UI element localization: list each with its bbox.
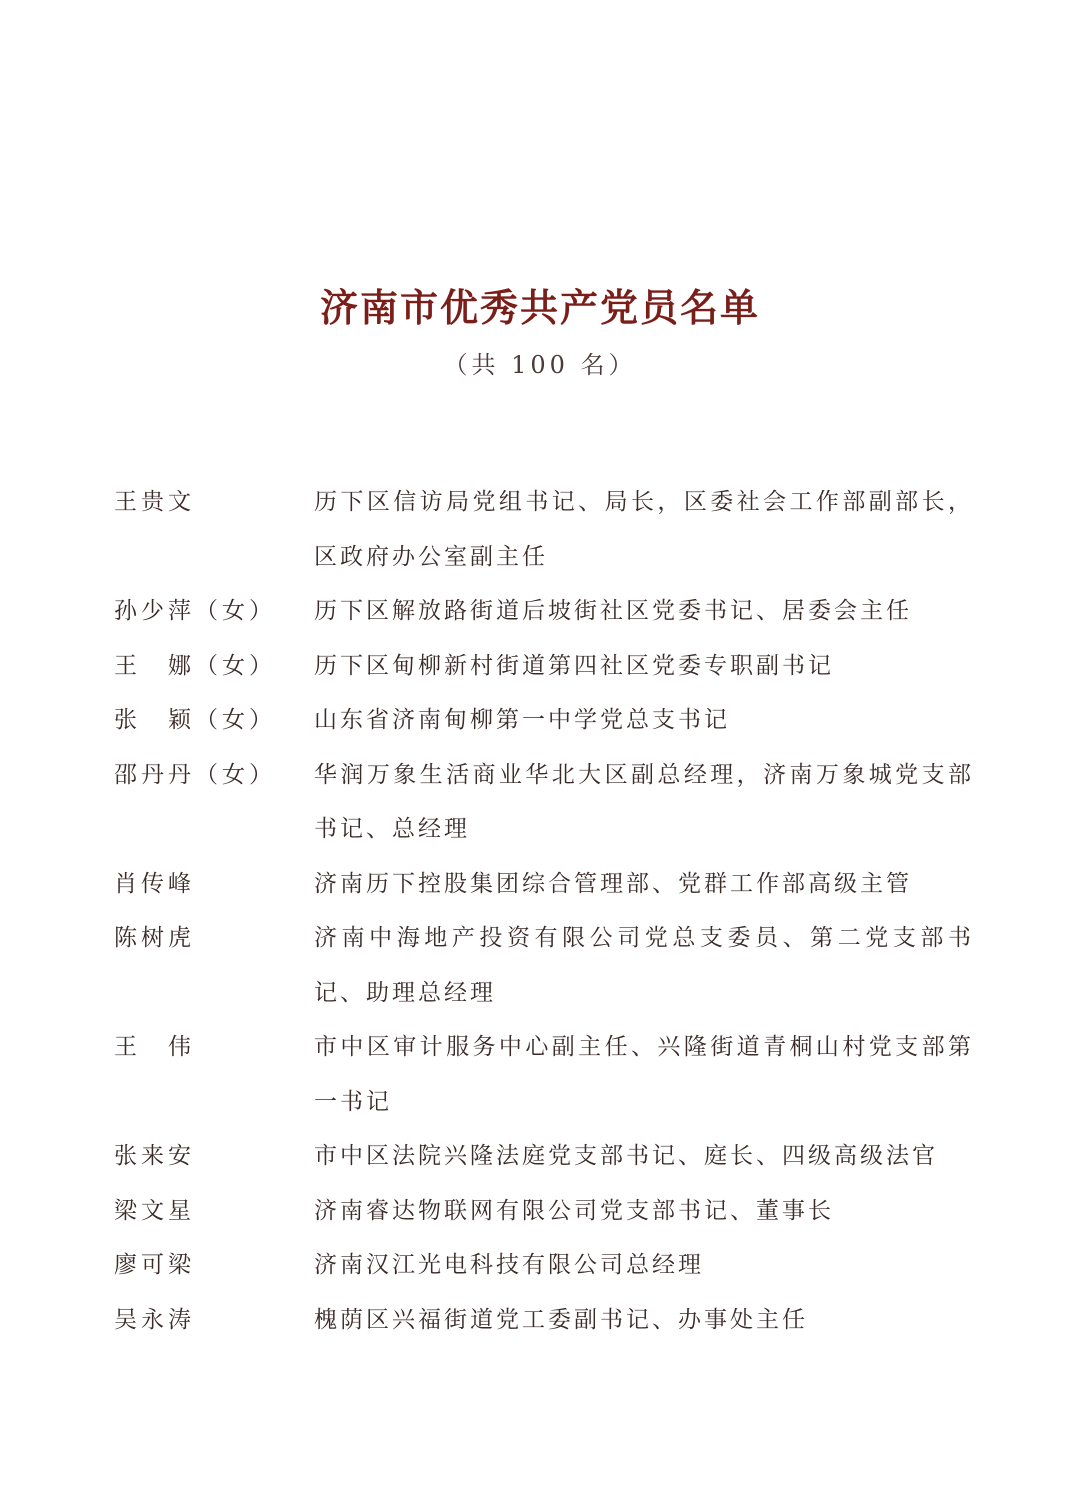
list-item xyxy=(114,1020,974,1129)
member-name: 廖可梁 xyxy=(114,1252,195,1278)
member-name: 孙少萍（女） xyxy=(114,598,276,624)
document-title: 济南市优秀共产党员名单 xyxy=(319,285,760,330)
member-position: 济南中海地产投资有限公司党总支委员、第二党支部书记、助理总经理 xyxy=(314,925,974,1006)
list-item xyxy=(114,911,974,1020)
list-item xyxy=(114,639,974,694)
member-name: 邵丹丹（女） xyxy=(114,761,276,788)
list-item xyxy=(114,693,974,748)
list-item xyxy=(114,1293,974,1348)
list-item xyxy=(114,584,974,639)
member-name: 王贵文 xyxy=(114,489,195,515)
member-position: 市中区法院兴隆法庭党支部书记、庭长、四级高级法官 xyxy=(314,1143,938,1169)
member-position: 山东省济南甸柳第一中学党总支书记 xyxy=(314,707,730,733)
member-position: 华润万象生活商业华北大区副总经理，济南万象城党支部书记、总经理 xyxy=(314,761,974,842)
member-name: 肖传峰 xyxy=(114,870,195,897)
member-name: 陈树虎 xyxy=(114,925,195,951)
member-name: 张来安 xyxy=(114,1143,195,1169)
member-position: 历下区甸柳新村街道第四社区党委专职副书记 xyxy=(314,652,834,679)
member-name: 吴永涛 xyxy=(114,1306,195,1333)
list-item xyxy=(114,857,974,912)
list-item xyxy=(114,475,974,584)
member-name: 梁文星 xyxy=(114,1197,195,1224)
member-name: 张 颖（女） xyxy=(114,707,276,733)
member-position: 历下区解放路街道后坡街社区党委书记、居委会主任 xyxy=(314,598,912,624)
member-position: 济南睿达物联网有限公司党支部书记、董事长 xyxy=(314,1197,834,1224)
member-name: 王 伟 xyxy=(114,1034,195,1060)
member-position: 槐荫区兴福街道党工委副书记、办事处主任 xyxy=(314,1306,808,1333)
list-item xyxy=(114,1238,974,1293)
list-item xyxy=(114,1129,974,1184)
member-name: 王 娜（女） xyxy=(114,652,276,679)
member-list xyxy=(114,475,974,1347)
member-position: 济南汉江光电科技有限公司总经理 xyxy=(314,1252,704,1278)
member-position: 市中区审计服务中心副主任、兴隆街道青桐山村党支部第一书记 xyxy=(314,1034,974,1115)
list-item xyxy=(114,1184,974,1239)
list-item xyxy=(114,748,974,857)
member-position: 济南历下控股集团综合管理部、党群工作部高级主管 xyxy=(314,870,912,897)
document-subtitle: （共 100 名） xyxy=(443,351,637,379)
member-position: 历下区信访局党组书记、局长，区委社会工作部副部长，区政府办公室副主任 xyxy=(314,489,974,570)
